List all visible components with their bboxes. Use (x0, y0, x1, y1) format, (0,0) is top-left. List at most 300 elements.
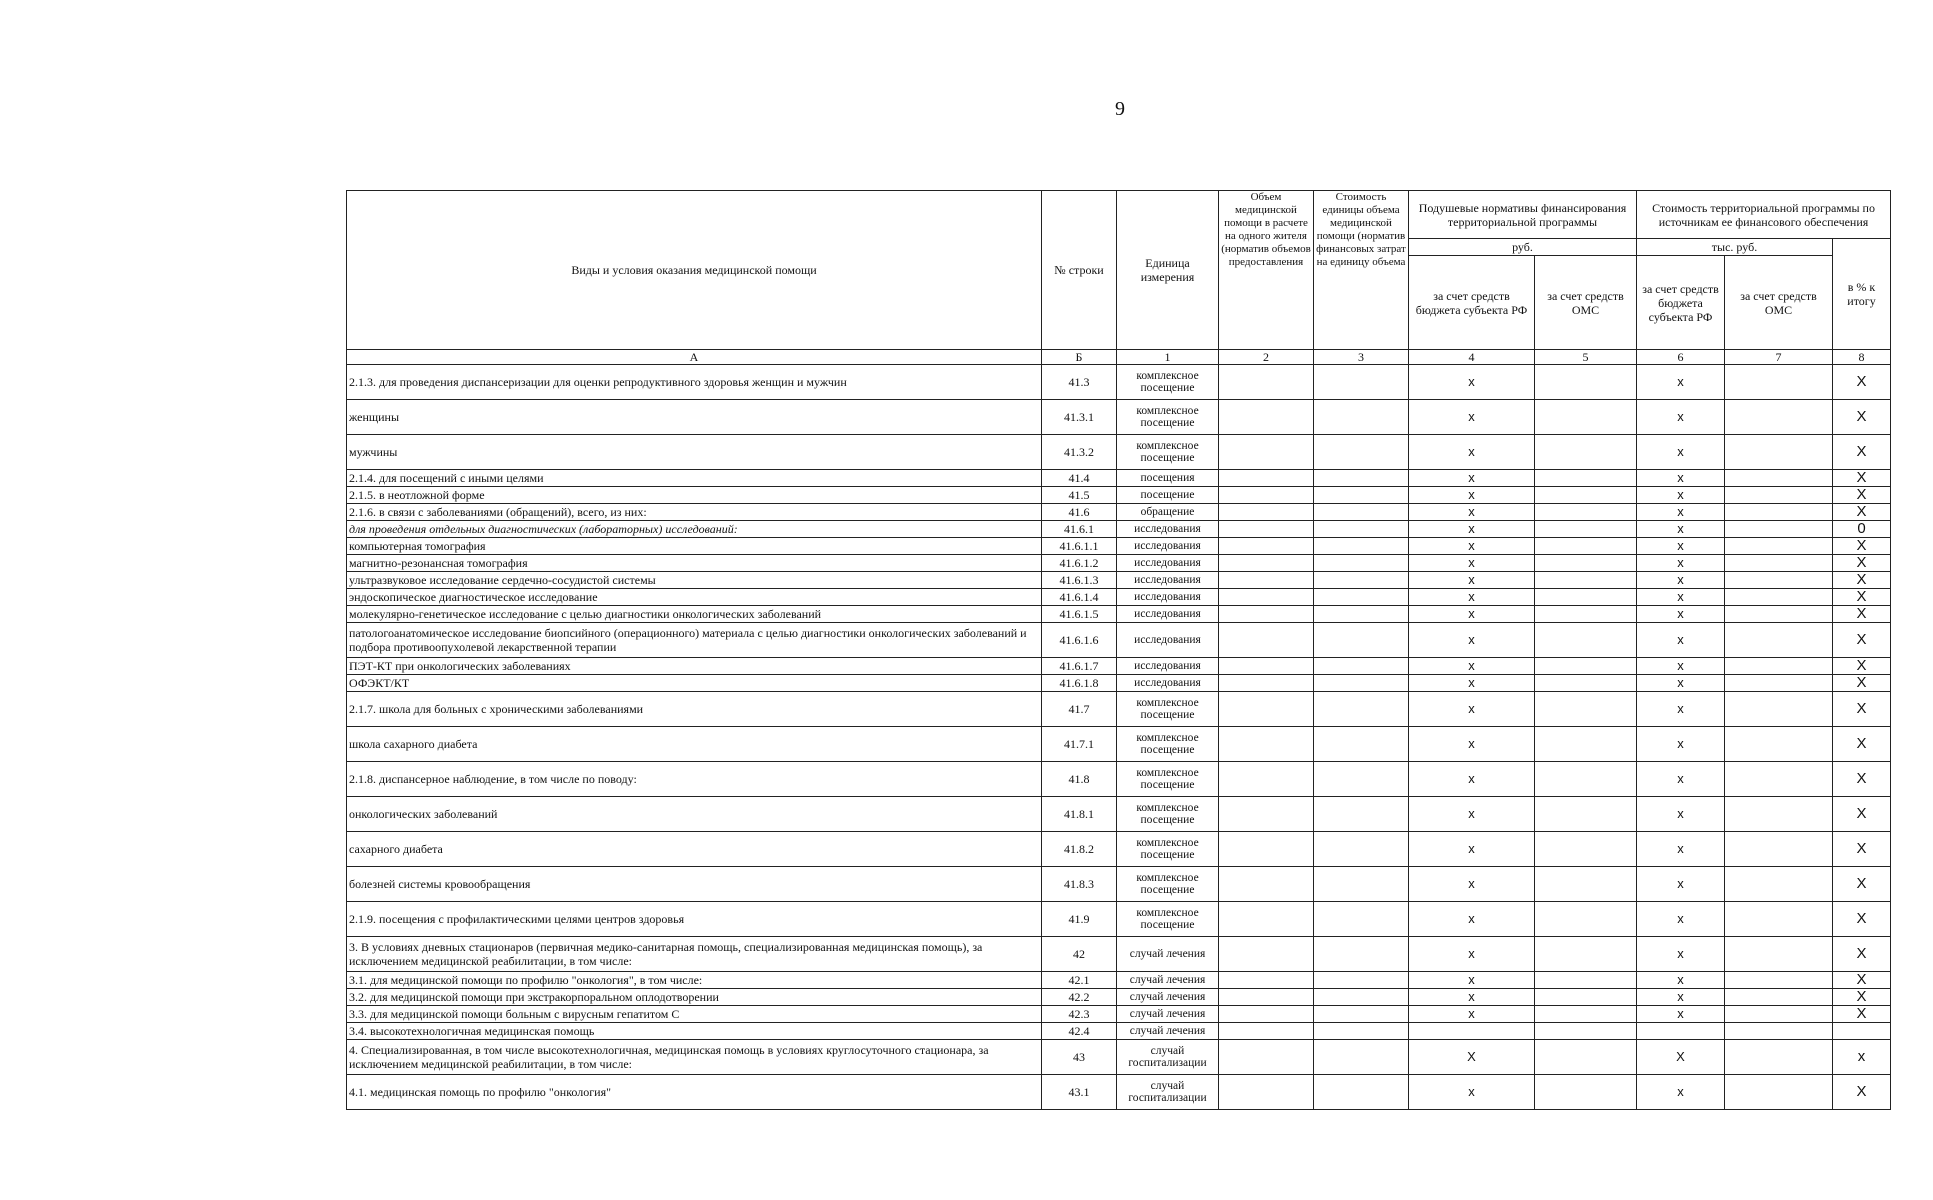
budget-rub-cell: х (1409, 623, 1535, 658)
volume-cell (1219, 572, 1314, 589)
budget-trub-cell: х (1637, 658, 1725, 675)
oms-trub-cell (1725, 972, 1833, 989)
budget-rub-cell: х (1409, 572, 1535, 589)
row-number: 41.5 (1042, 487, 1117, 504)
oms-trub-cell (1725, 727, 1833, 762)
index-cell: 7 (1725, 350, 1833, 365)
budget-trub-cell: х (1637, 727, 1725, 762)
header-oms-trub: за счет средств ОМС (1725, 256, 1833, 350)
row-name: 2.1.4. для посещений с иными целями (347, 470, 1042, 487)
row-number: 41.9 (1042, 902, 1117, 937)
index-cell: 1 (1117, 350, 1219, 365)
percent-cell: X (1833, 538, 1891, 555)
row-name: онкологических заболеваний (347, 797, 1042, 832)
volume-cell (1219, 400, 1314, 435)
table-row (347, 365, 1891, 400)
row-unit: исследования (1117, 538, 1219, 555)
table-row (347, 902, 1891, 937)
table-row (347, 470, 1891, 487)
row-number: 42.2 (1042, 989, 1117, 1006)
table-row (347, 937, 1891, 972)
oms-trub-cell (1725, 937, 1833, 972)
row-name: эндоскопическое диагностическое исследование (347, 589, 1042, 606)
oms-rub-cell (1535, 1040, 1637, 1075)
volume-cell (1219, 365, 1314, 400)
volume-cell (1219, 435, 1314, 470)
budget-trub-cell: х (1637, 400, 1725, 435)
oms-trub-cell (1725, 606, 1833, 623)
oms-trub-cell (1725, 867, 1833, 902)
row-name: 3.1. для медицинской помощи по профилю "онкология", в том числе: (347, 972, 1042, 989)
row-number: 43 (1042, 1040, 1117, 1075)
unit-cost-cell (1314, 572, 1409, 589)
oms-trub-cell (1725, 572, 1833, 589)
row-number: 41.8.2 (1042, 832, 1117, 867)
budget-trub-cell: х (1637, 902, 1725, 937)
row-number: 41.4 (1042, 470, 1117, 487)
oms-rub-cell (1535, 623, 1637, 658)
row-name: 2.1.5. в неотложной форме (347, 487, 1042, 504)
volume-cell (1219, 762, 1314, 797)
oms-trub-cell (1725, 1023, 1833, 1040)
table-row (347, 675, 1891, 692)
row-name: 2.1.3. для проведения диспансеризации для оценки репродуктивного здоровья женщин и мужчин (347, 365, 1042, 400)
header-row-number: № строки (1042, 191, 1117, 350)
budget-trub-cell: х (1637, 762, 1725, 797)
percent-cell: X (1833, 589, 1891, 606)
budget-rub-cell: х (1409, 400, 1535, 435)
row-unit: комплексное посещение (1117, 902, 1219, 937)
row-unit: исследования (1117, 606, 1219, 623)
table-row (347, 487, 1891, 504)
budget-rub-cell: х (1409, 762, 1535, 797)
table-row (347, 797, 1891, 832)
header-percent-total: в % к итогу (1833, 239, 1891, 350)
row-unit: случай лечения (1117, 972, 1219, 989)
row-number: 41.6.1.5 (1042, 606, 1117, 623)
row-name: 2.1.9. посещения с профилактическими целями центров здоровья (347, 902, 1042, 937)
table-row (347, 989, 1891, 1006)
header-budget-trub: за счет средств бюджета субъекта РФ (1637, 256, 1725, 350)
column-index-row (347, 350, 1891, 365)
budget-trub-cell: х (1637, 623, 1725, 658)
table-row (347, 1023, 1891, 1040)
budget-trub-cell: х (1637, 504, 1725, 521)
volume-cell (1219, 555, 1314, 572)
header-cost-group: Стоимость территориальной программы по источникам ее финансового обеспечения (1637, 191, 1891, 239)
percent-cell: X (1833, 762, 1891, 797)
table-row (347, 400, 1891, 435)
row-name: молекулярно-генетическое исследование с целью диагностики онкологических заболеваний (347, 606, 1042, 623)
row-number: 41.6 (1042, 504, 1117, 521)
budget-trub-cell: х (1637, 692, 1725, 727)
oms-rub-cell (1535, 365, 1637, 400)
oms-trub-cell (1725, 1006, 1833, 1023)
row-name: 2.1.8. диспансерное наблюдение, в том числе по поводу: (347, 762, 1042, 797)
percent-cell: X (1833, 555, 1891, 572)
index-cell: 4 (1409, 350, 1535, 365)
percent-cell: X (1833, 1006, 1891, 1023)
volume-cell (1219, 538, 1314, 555)
unit-cost-cell (1314, 589, 1409, 606)
oms-rub-cell (1535, 504, 1637, 521)
percent-cell: X (1833, 487, 1891, 504)
oms-trub-cell (1725, 487, 1833, 504)
budget-rub-cell: х (1409, 504, 1535, 521)
oms-trub-cell (1725, 902, 1833, 937)
budget-rub-cell: х (1409, 658, 1535, 675)
row-unit: случай госпитализации (1117, 1075, 1219, 1110)
percent-cell: X (1833, 400, 1891, 435)
unit-cost-cell (1314, 1023, 1409, 1040)
row-unit: комплексное посещение (1117, 400, 1219, 435)
header-unit: Единица измерения (1117, 191, 1219, 350)
oms-trub-cell (1725, 623, 1833, 658)
percent-cell: X (1833, 606, 1891, 623)
row-name: 3.3. для медицинской помощи больным с вирусным гепатитом С (347, 1006, 1042, 1023)
unit-cost-cell (1314, 675, 1409, 692)
volume-cell (1219, 832, 1314, 867)
budget-trub-cell: х (1637, 1006, 1725, 1023)
budget-rub-cell: х (1409, 606, 1535, 623)
budget-trub-cell: х (1637, 538, 1725, 555)
row-number: 41.3.2 (1042, 435, 1117, 470)
row-name: школа сахарного диабета (347, 727, 1042, 762)
index-cell: 2 (1219, 350, 1314, 365)
index-cell: 5 (1535, 350, 1637, 365)
unit-cost-cell (1314, 1040, 1409, 1075)
row-name: ОФЭКТ/КТ (347, 675, 1042, 692)
oms-trub-cell (1725, 762, 1833, 797)
budget-rub-cell: х (1409, 555, 1535, 572)
row-number: 41.6.1.3 (1042, 572, 1117, 589)
row-name: сахарного диабета (347, 832, 1042, 867)
row-number: 43.1 (1042, 1075, 1117, 1110)
volume-cell (1219, 867, 1314, 902)
oms-rub-cell (1535, 972, 1637, 989)
oms-trub-cell (1725, 797, 1833, 832)
percent-cell: X (1833, 435, 1891, 470)
budget-trub-cell: х (1637, 867, 1725, 902)
table-row (347, 555, 1891, 572)
oms-trub-cell (1725, 400, 1833, 435)
index-cell: А (347, 350, 1042, 365)
unit-cost-cell (1314, 989, 1409, 1006)
row-name: компьютерная томография (347, 538, 1042, 555)
budget-rub-cell: х (1409, 727, 1535, 762)
row-name: болезней системы кровообращения (347, 867, 1042, 902)
row-number: 42.3 (1042, 1006, 1117, 1023)
volume-cell (1219, 1075, 1314, 1110)
row-number: 41.6.1.6 (1042, 623, 1117, 658)
row-unit: исследования (1117, 589, 1219, 606)
header-unit-trub: тыс. руб. (1637, 239, 1833, 256)
table-row (347, 572, 1891, 589)
unit-cost-cell (1314, 658, 1409, 675)
budget-trub-cell: х (1637, 470, 1725, 487)
volume-cell (1219, 658, 1314, 675)
row-unit: исследования (1117, 521, 1219, 538)
page-number: 9 (1115, 98, 1125, 120)
budget-rub-cell: Х (1409, 1040, 1535, 1075)
percent-cell: X (1833, 727, 1891, 762)
row-unit: комплексное посещение (1117, 365, 1219, 400)
oms-rub-cell (1535, 555, 1637, 572)
row-number: 41.7.1 (1042, 727, 1117, 762)
volume-cell (1219, 521, 1314, 538)
volume-cell (1219, 1023, 1314, 1040)
unit-cost-cell (1314, 365, 1409, 400)
unit-cost-cell (1314, 504, 1409, 521)
row-name: патологоанатомическое исследование биопсийного (операционного) материала с целью диагностики онкологических заболеваний и подбора противоопухолевой лекарственной терапии (347, 623, 1042, 658)
oms-rub-cell (1535, 400, 1637, 435)
table-row (347, 589, 1891, 606)
row-unit: комплексное посещение (1117, 832, 1219, 867)
oms-rub-cell (1535, 989, 1637, 1006)
budget-trub-cell: х (1637, 972, 1725, 989)
percent-cell: X (1833, 658, 1891, 675)
unit-cost-cell (1314, 623, 1409, 658)
unit-cost-cell (1314, 400, 1409, 435)
row-number: 42.4 (1042, 1023, 1117, 1040)
budget-rub-cell: х (1409, 470, 1535, 487)
row-number: 41.3 (1042, 365, 1117, 400)
table-row (347, 867, 1891, 902)
oms-rub-cell (1535, 937, 1637, 972)
volume-cell (1219, 504, 1314, 521)
budget-rub-cell: х (1409, 867, 1535, 902)
volume-cell (1219, 937, 1314, 972)
row-number: 41.6.1.1 (1042, 538, 1117, 555)
percent-cell: X (1833, 832, 1891, 867)
unit-cost-cell (1314, 727, 1409, 762)
row-name: ультразвуковое исследование сердечно-сосудистой системы (347, 572, 1042, 589)
oms-trub-cell (1725, 435, 1833, 470)
volume-cell (1219, 1040, 1314, 1075)
oms-rub-cell (1535, 1075, 1637, 1110)
table-row (347, 435, 1891, 470)
volume-cell (1219, 727, 1314, 762)
table-row (347, 1040, 1891, 1075)
row-number: 41.6.1.7 (1042, 658, 1117, 675)
table-row (347, 1006, 1891, 1023)
row-unit: комплексное посещение (1117, 727, 1219, 762)
percent-cell: X (1833, 675, 1891, 692)
row-unit: случай лечения (1117, 989, 1219, 1006)
unit-cost-cell (1314, 435, 1409, 470)
budget-rub-cell: х (1409, 1075, 1535, 1110)
budget-rub-cell: х (1409, 797, 1535, 832)
percent-cell: 0 (1833, 521, 1891, 538)
row-number: 41.6.1.8 (1042, 675, 1117, 692)
volume-cell (1219, 675, 1314, 692)
unit-cost-cell (1314, 538, 1409, 555)
header-budget-rub: за счет средств бюджета субъекта РФ (1409, 256, 1535, 350)
table-row (347, 504, 1891, 521)
table-row (347, 727, 1891, 762)
percent-cell: X (1833, 972, 1891, 989)
budget-trub-cell: х (1637, 487, 1725, 504)
row-unit: случай госпитализации (1117, 1040, 1219, 1075)
budget-trub-cell: х (1637, 555, 1725, 572)
percent-cell: X (1833, 504, 1891, 521)
row-unit: комплексное посещение (1117, 867, 1219, 902)
row-unit: исследования (1117, 572, 1219, 589)
volume-cell (1219, 972, 1314, 989)
percent-cell: X (1833, 902, 1891, 937)
oms-trub-cell (1725, 521, 1833, 538)
financing-table (346, 190, 1891, 1110)
budget-trub-cell: х (1637, 832, 1725, 867)
table-body (347, 365, 1891, 1110)
oms-trub-cell (1725, 470, 1833, 487)
oms-rub-cell (1535, 487, 1637, 504)
index-cell: 3 (1314, 350, 1409, 365)
row-number: 41.6.1 (1042, 521, 1117, 538)
percent-cell: X (1833, 692, 1891, 727)
budget-trub-cell: х (1637, 365, 1725, 400)
row-unit: исследования (1117, 675, 1219, 692)
unit-cost-cell (1314, 521, 1409, 538)
row-name: 2.1.6. в связи с заболеваниями (обращений), всего, из них: (347, 504, 1042, 521)
oms-rub-cell (1535, 675, 1637, 692)
budget-rub-cell: х (1409, 521, 1535, 538)
table-row (347, 692, 1891, 727)
percent-cell: X (1833, 365, 1891, 400)
row-name: ПЭТ-КТ при онкологических заболеваниях (347, 658, 1042, 675)
oms-rub-cell (1535, 606, 1637, 623)
unit-cost-cell (1314, 555, 1409, 572)
oms-trub-cell (1725, 658, 1833, 675)
budget-trub-cell: х (1637, 521, 1725, 538)
unit-cost-cell (1314, 470, 1409, 487)
volume-cell (1219, 797, 1314, 832)
oms-rub-cell (1535, 521, 1637, 538)
volume-cell (1219, 989, 1314, 1006)
volume-cell (1219, 487, 1314, 504)
oms-rub-cell (1535, 470, 1637, 487)
row-number: 41.3.1 (1042, 400, 1117, 435)
table-row (347, 658, 1891, 675)
budget-trub-cell: Х (1637, 1040, 1725, 1075)
unit-cost-cell (1314, 762, 1409, 797)
oms-trub-cell (1725, 365, 1833, 400)
row-number: 41.6.1.4 (1042, 589, 1117, 606)
budget-rub-cell: х (1409, 937, 1535, 972)
oms-trub-cell (1725, 832, 1833, 867)
row-unit: случай лечения (1117, 937, 1219, 972)
row-number: 42 (1042, 937, 1117, 972)
header-unit-cost: Стоимость единицы объема медицинской помощи (норматив финансовых затрат на единицу объема (1314, 191, 1409, 350)
oms-trub-cell (1725, 504, 1833, 521)
header-types: Виды и условия оказания медицинской помощи (347, 191, 1042, 350)
percent-cell: X (1833, 989, 1891, 1006)
oms-trub-cell (1725, 538, 1833, 555)
oms-rub-cell (1535, 727, 1637, 762)
table-row (347, 1075, 1891, 1110)
budget-trub-cell (1637, 1023, 1725, 1040)
row-unit: комплексное посещение (1117, 797, 1219, 832)
budget-rub-cell: х (1409, 989, 1535, 1006)
percent-cell: х (1833, 1040, 1891, 1075)
row-number: 41.7 (1042, 692, 1117, 727)
budget-trub-cell: х (1637, 1075, 1725, 1110)
table-row (347, 521, 1891, 538)
unit-cost-cell (1314, 832, 1409, 867)
budget-rub-cell: х (1409, 365, 1535, 400)
header-unit-rub: руб. (1409, 239, 1637, 256)
row-name: 4.1. медицинская помощь по профилю "онкология" (347, 1075, 1042, 1110)
row-unit: обращение (1117, 504, 1219, 521)
index-cell: 6 (1637, 350, 1725, 365)
row-number: 41.6.1.2 (1042, 555, 1117, 572)
unit-cost-cell (1314, 937, 1409, 972)
budget-rub-cell (1409, 1023, 1535, 1040)
row-name: магнитно-резонансная томография (347, 555, 1042, 572)
data-table-wrapper (346, 190, 1890, 1110)
budget-rub-cell: х (1409, 832, 1535, 867)
percent-cell: X (1833, 867, 1891, 902)
row-unit: случай лечения (1117, 1023, 1219, 1040)
table-row (347, 762, 1891, 797)
row-name: 3.2. для медицинской помощи при экстракорпоральном оплодотворении (347, 989, 1042, 1006)
oms-trub-cell (1725, 1075, 1833, 1110)
oms-rub-cell (1535, 589, 1637, 606)
index-cell: Б (1042, 350, 1117, 365)
row-unit: комплексное посещение (1117, 762, 1219, 797)
row-name: для проведения отдельных диагностических (лабораторных) исследований: (347, 521, 1042, 538)
percent-cell: X (1833, 470, 1891, 487)
row-name: 2.1.7. школа для больных с хроническими заболеваниями (347, 692, 1042, 727)
volume-cell (1219, 902, 1314, 937)
percent-cell (1833, 1023, 1891, 1040)
budget-rub-cell: х (1409, 487, 1535, 504)
row-name: 3. В условиях дневных стационаров (первичная медико-санитарная помощь, специализированная медицинская помощь), за исключением медицинской реабилитации, в том числе: (347, 937, 1042, 972)
row-name: мужчины (347, 435, 1042, 470)
budget-rub-cell: х (1409, 902, 1535, 937)
header-oms-rub: за счет средств ОМС (1535, 256, 1637, 350)
oms-rub-cell (1535, 435, 1637, 470)
table-row (347, 832, 1891, 867)
row-unit: комплексное посещение (1117, 435, 1219, 470)
budget-rub-cell: х (1409, 692, 1535, 727)
row-number: 41.8.1 (1042, 797, 1117, 832)
percent-cell: X (1833, 937, 1891, 972)
budget-trub-cell: х (1637, 675, 1725, 692)
oms-trub-cell (1725, 589, 1833, 606)
volume-cell (1219, 623, 1314, 658)
unit-cost-cell (1314, 606, 1409, 623)
oms-rub-cell (1535, 867, 1637, 902)
oms-rub-cell (1535, 1023, 1637, 1040)
volume-cell (1219, 470, 1314, 487)
oms-trub-cell (1725, 555, 1833, 572)
row-name: 4. Специализированная, в том числе высокотехнологичная, медицинская помощь в условиях круглосуточного стационара, за исключением медицинской реабилитации, в том числе: (347, 1040, 1042, 1075)
unit-cost-cell (1314, 1006, 1409, 1023)
volume-cell (1219, 589, 1314, 606)
unit-cost-cell (1314, 487, 1409, 504)
row-unit: посещения (1117, 470, 1219, 487)
row-unit: исследования (1117, 658, 1219, 675)
volume-cell (1219, 606, 1314, 623)
row-unit: посещение (1117, 487, 1219, 504)
oms-rub-cell (1535, 797, 1637, 832)
budget-trub-cell: х (1637, 937, 1725, 972)
table-row (347, 538, 1891, 555)
row-unit: исследования (1117, 623, 1219, 658)
budget-trub-cell: х (1637, 989, 1725, 1006)
table-row (347, 972, 1891, 989)
